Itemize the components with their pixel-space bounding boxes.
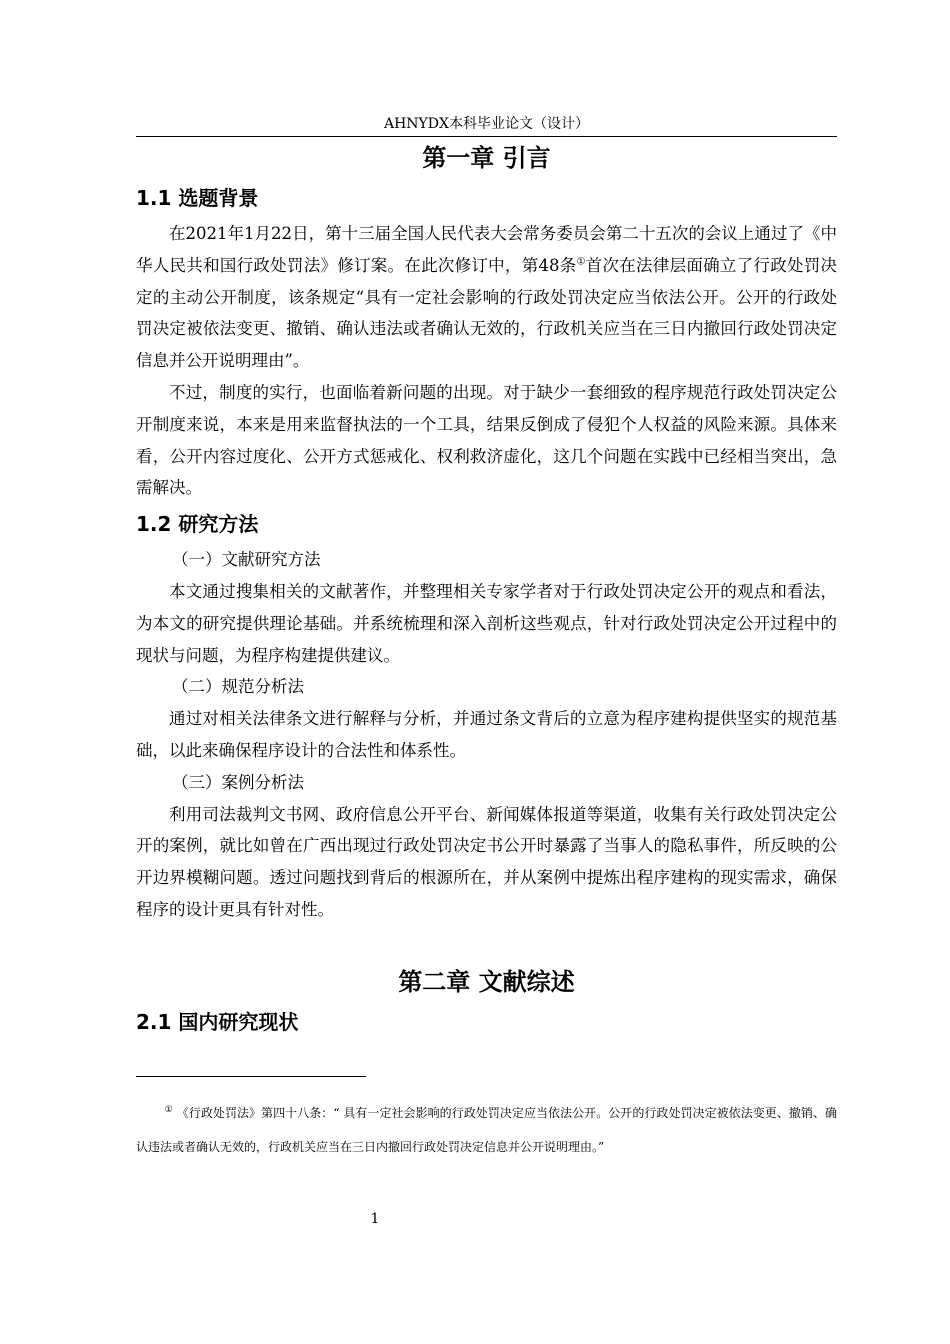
method-2-text: 通过对相关法律条文进行解释与分析，并通过条文背后的立意为程序建构提供坚实的规范基础，以此来确保程序设计的合法性和体系性。 [136,709,837,760]
footnote-separator [136,1076,366,1077]
method-2-title: （二）规范分析法 [172,677,304,697]
footnote [136,1096,837,1164]
chapter-1-title: 第一章 引言 [422,144,551,172]
chapter-2-title: 第二章 文献综述 [398,967,575,996]
section-1-1-paragraph-2: 不过，制度的实行，也面临着新问题的出现。对于缺少一套细致的程序规范行政处罚决定公开制度来说，本来是用来监督执法的一个工具，结果反倒成了侵犯个人权益的风险来源。具体来看，公开内容过度化、公开方式惩戒化、权利救济虚化，这几个问题在实践中已经相当突出，急需解决。 [136,382,837,498]
chapter-spacer [136,926,837,962]
footnote-text: 《行政处罚法》第四十八条：“ 具有一定社会影响的行政处罚决定应当依法公开。公开的行政处罚决定被依法变更、撤销、确认违法或者确认无效的，行政机关应当在三日内撤回行政处罚决定信息并公开说明理由。” [136,1106,837,1154]
footnote-mark: ① [164,1105,173,1115]
method-3-text: 利用司法裁判文书网、政府信息公开平台、新闻媒体报道等渠道，收集有关行政处罚决定公开的案例，就比如曾在广西出现过行政处罚决定书公开时暴露了当事人的隐私事件，所反映的公开边界模糊问题。透过问题找到背后的根源所在，并从案例中提炼出程序建构的现实需求，确保程序的设计更具有针对性。 [136,804,837,919]
footnote-reference-mark[interactable]: ① [576,256,586,268]
section-1-1-paragraph-1 [136,218,837,377]
method-1-text: 本文通过搜集相关的文献著作，并整理相关专家学者对于行政处罚决定公开的观点和看法，为本文的研究提供理论基础。并系统梳理和深入剖析这些观点，针对行政处罚决定公开过程中的现状与问题，为程序构建提供建议。 [136,581,837,665]
header-rule [136,136,837,137]
paragraph-text: 首次在法律层面确立了行政处罚决定的主动公开制度，该条规定“具有一定社会影响的行政处罚决定应当依法公开。公开的行政处罚决定被依法变更、撤销、确认违法或者确认无效的，行政机关应当在三日内撤回行政处罚决定信息并公开说明理由”。 [136,255,838,371]
running-header: AHNYDX本科毕业论文（设计） [383,116,589,132]
method-1-title: （一）文献研究方法 [172,550,321,570]
page-body [136,138,837,1042]
method-3-title: （三）案例分析法 [172,772,304,792]
section-2-1-title: 2.1 国内研究现状 [136,1009,299,1034]
paragraph-text: 在2021年1月22日，第十三届全国人民代表大会常务委员会第二十五次的会议上通过了《中华人民共和国行政处罚法》修订案。在此次修订中，第48条 [136,224,837,275]
section-1-1-title: 1.1 选题背景 [136,186,259,210]
page-number: 1 [370,1211,380,1227]
section-1-2-title: 1.2 研究方法 [136,512,259,537]
